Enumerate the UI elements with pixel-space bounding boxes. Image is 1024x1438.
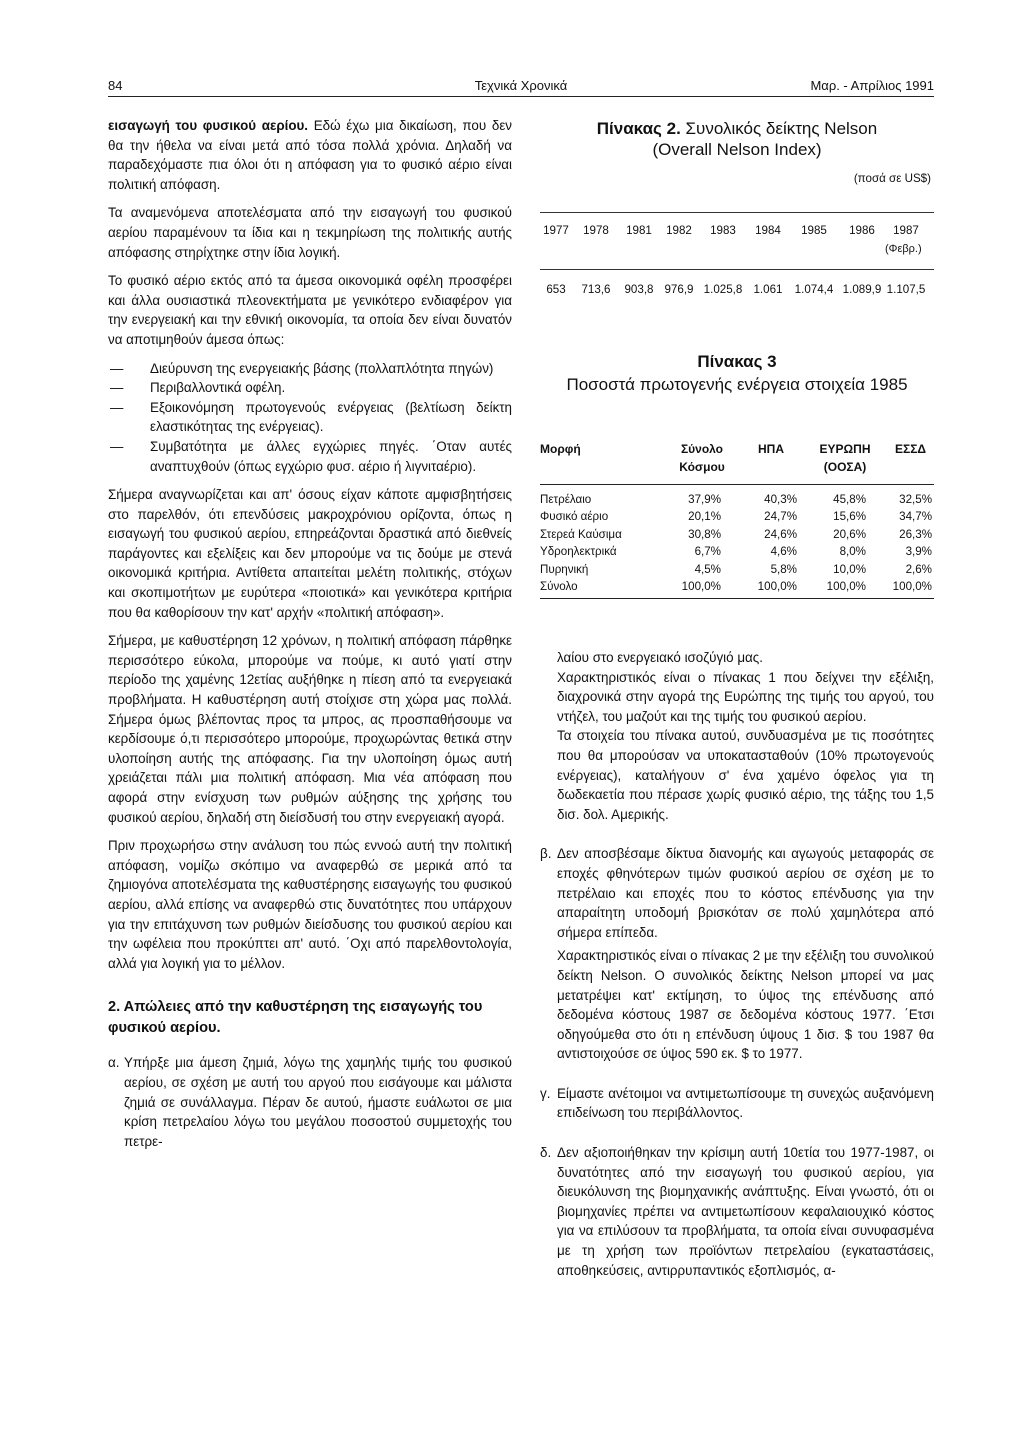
year-note: (Φεβρ.) [885,243,922,255]
cell-europe: 10,0% [833,562,866,576]
paragraph: Σήμερα αναγνωρίζεται και απ' όσους είχαν κάποτε αμφισβητήσεις στο παρελθόν, ότι επενδύσεις μακροχρόνιου ορίζοντα, όπως η εισαγωγή του φυσικού αερίου, επηρεάζονται δραστικά από διεθνείς παράγοντες και εξελίξεις και δεν μπορούμε να τις δούμε με στενά οικονομικά κριτήρια. Αντίθετα απαιτείται μελέτη πολιτικής, στόχων και σκοπιμοτήτων με ευρύτερα «ποιοτικά» και γενικότερα κριτήρια που θα καθορίσουν την κατ' αρχήν «πολιτική απόφαση». [108,487,512,620]
cell-world: 100,0% [681,579,721,593]
value-cell: 653 [546,283,566,296]
cell-ussr: 32,5% [899,493,932,506]
table2-unit: (ποσά σε US$) [853,172,931,185]
cell-world: 20,1% [688,510,721,524]
paragraph: Πριν προχωρήσω στην ανάλυση του πώς εννοώ αυτή την πολιτική απόφαση, νομίζω σκόπιμο να αναφερθώ σε μερικά από τα ζημιογόνα αποτελέσματα της καθυστέρησης εισαγωγής του φυσικού αερίου, αλλά επίσης να αναφερθώ στις δυνατότητες που υπάρχουν για την επιτάχυνση των ρυθμών διείσδυσης του φυσικού αερίου και την ωφέλεια που προκύπτει απ' αυτό. ΄Οχι από παρελθοντολογία, αλλά για λογική για το μέλλον. [108,838,512,971]
row-label: Στερεά Καύσιμα [540,527,622,541]
cell-world: 6,7% [694,545,721,559]
cell-europe: 100,0% [826,579,866,593]
item-label: γ. [540,1085,551,1101]
section-heading: 2. Απώλειες από την καθυστέρηση της εισαγωγής του φυσικού αερίου. [108,999,483,1037]
table-row [540,578,934,595]
value-cell: 1.074,4 [794,283,834,296]
list-item-d [540,1143,934,1280]
value-cell: 976,9 [664,283,694,296]
paragraph: Χαρακτηριστικός είναι ο πίνακας 1 που δείχνει την εξέλιξη, διαχρονικά στην αγορά της Ευρώπης της τιμής του αργού, του ντήζελ, του μαζούτ και της τιμής του φυσικού αερίου. [557,669,934,724]
year-cell: 1983 [710,224,736,237]
page-number: 84 [108,78,123,93]
year-cell: 1982 [666,224,692,237]
cell-usa: 24,7% [764,510,797,524]
paragraph-text: Εδώ έχω μια δικαίωση, που δεν θα την ήθελα να είναι μετά από τόσα πολλά χρόνια. Δηλαδή να παραδεχόμαστε πια όλοι ότι η απόφαση για το φυσικό αέριο είναι πολιτική απόφαση. [108,118,512,192]
value-cell: 713,6 [581,283,611,296]
table-row [540,526,934,543]
year-cell: 1986 [849,224,875,237]
header-usa: ΗΠΑ [758,442,784,456]
cell-world: 37,9% [688,493,721,506]
value-cell: 903,8 [624,283,654,296]
table2-mid-rule [540,269,934,270]
cell-europe: 8,0% [839,545,866,559]
row-label: Πετρέλαιο [540,493,592,506]
header-europe-line2: (ΟΟΣΑ) [823,460,867,474]
cell-usa: 100,0% [757,579,797,593]
table-row [540,508,934,525]
value-cell: 1.025,8 [703,283,743,296]
list-item: — Συμβατότητα με άλλες εγχώριες πηγές. ΄Οταν αυτές αναπτυχθούν (όπως εγχώριο φυσ. αέριο ή λιγνιταέριο). [108,437,512,476]
issue-date: Μαρ. - Απρίλιος 1991 [810,78,934,93]
table-row [540,561,934,578]
item-text: Δεν αποσβέσαμε δίκτυα διανομής και αγωγούς μεταφοράς σε εποχές φθηνότερων τιμών φυσικού αερίου σε σχέση με το πετρέλαιο και εποχές που το κόστος επένδυσης για την απαραίτητη υποδομή βρισκόταν σε πολύ χαμηλότερα από σήμερα επίπεδα. [557,846,934,940]
paragraph: Χαρακτηριστικός είναι ο πίνακας 2 με την εξέλιξη του συνολικού δείκτη Nelson. Ο συνολικός δείκτης Nelson μπορεί να μας μετατρέψει κατ' εκτίμηση, το ύψος της επένδυσης από δεδομένα κόστους 1987 σε δεδομένα κόστους 1977. ΄Ετσι οδηγούμεθα στο ότι η επένδυση ύψους 1 δισ. $ του 1987 θα αντιστοιχούσε σε ύψος 590 εκ. $ το 1977. [557,948,934,1062]
value-cell: 1.107,5 [886,283,926,296]
cell-ussr: 3,9% [905,545,932,559]
table3-subtitle: Ποσοστά πρωτογενής ενέργεια στοιχεία 1985 [566,375,908,394]
year-cell: 1977 [543,224,569,237]
row-label: Σύνολο [540,579,578,593]
table2-name: Συνολικός δείκτης Nelson [680,119,878,138]
table-row [540,543,934,560]
table2-top-rule [540,212,934,213]
cell-europe: 15,6% [833,510,866,524]
item-label: α. [108,1055,120,1071]
table3-title [540,350,934,396]
list-item: — Διεύρυνση της ενεργειακής βάσης (πολλαπλότητα πηγών) [108,359,512,379]
cell-world: 30,8% [688,527,721,541]
year-cell: 1981 [626,224,652,237]
header-europe-line1: ΕΥΡΩΠΗ [819,442,871,456]
item-label: β. [540,846,552,862]
item-text: Δεν αξιοποιήθηκαν την κρίσιμη αυτή 10ετία του 1977-1987, οι δυνατότητες από την εισαγωγή του φυσικού αερίου, για διευκόλυνση της βιομηχανικής ανάπτυξης. Είναι γνωστό, ότι οι βιομηχανίες πρέπει να αντιμετωπίσουν κεφαλαιουχικό κόστος για να επιλύσουν τα προβλήματα, τα οποία είναι συνυφασμένα με τη χρήση των προϊόντων πετρελαίου (εγκαταστάσεις, αποθηκεύσεις, αντιρρυπαντικός εξοπλισμός, α- [557,1145,934,1278]
cell-europe: 45,8% [833,493,866,506]
table3-body [540,491,934,595]
paragraph: Το φυσικό αέριο εκτός από τα άμεσα οικονομικά οφέλη προσφέρει και άλλα ουσιαστικά πλεονεκτήματα με γενικότερο ενδιαφέρον για την ενεργειακή και την εθνική οικονομία, τα οποία δεν είναι δυνατόν να αποτιμηθούν άμεσα όπως: [108,273,512,347]
paragraph: Τα αναμενόμενα αποτελέσματα από την εισαγωγή του φυσικού αερίου παραμένουν τα ίδια και η τεκμηρίωση της πολιτικής αυτής απόφασης στηρίχτηκε στην ίδια λογική. [108,205,512,260]
header-world-line1: Σύνολο [680,442,724,456]
table3 [540,440,934,599]
value-cell: 1.089,9 [842,283,882,296]
table2-year-row [540,224,934,260]
paragraph: Τα στοιχεία του πίνακα αυτού, συνδυασμένα με τις ποσότητες που θα μπορούσαν να υποκατασταθούν (10% πρωτογενούς ενέργειας), καταλήγουν σ' ένα χαμένο όφελος για τη δωδεκαετία που πέρασε χωρίς φυσικό αέριο, της τάξης του 1,5 δισ. δολ. Αμερικής. [557,728,934,822]
value-cell: 1.061 [753,283,783,296]
year-cell: 1984 [755,224,781,237]
item-text: Είμαστε ανέτοιμοι να αντιμετωπίσουμε τη συνεχώς αυξανόμενη επιδείνωση του περιβάλλοντος. [557,1085,934,1121]
table2-subtitle: (Overall Nelson Index) [652,140,822,159]
item-label: δ. [540,1145,552,1161]
benefits-list [108,359,512,477]
table-row [540,491,934,508]
table3-bottom-rule [540,598,934,599]
cell-usa: 5,8% [770,562,797,576]
header-europe [813,440,877,476]
header-form: Μορφή [540,442,581,456]
cell-europe: 20,6% [833,527,866,541]
cell-usa: 4,6% [770,545,797,559]
cell-ussr: 2,6% [905,562,932,576]
list-item: — Εξοικονόμηση πρωτογενούς ενέργειας (βελτίωση δείκτη ελαστικότητας της ενέργειας). [108,398,512,437]
table3-header-rule [540,484,934,485]
bold-lead: εισαγωγή του φυσικού αερίου. [108,118,309,133]
page-header [108,76,934,97]
list-item-c [540,1084,934,1123]
cell-ussr: 26,3% [899,527,932,541]
item-text: Υπήρξε μια άμεση ζημιά, λόγω της χαμηλής τιμής του φυσικού αερίου, σε σχέση με αυτή του αργού που εισάγουμε και μάλιστα ζημιά σε συνάλλαγμα. Πέραν δε αυτού, ήμαστε ευάλωτοι σε μια κρίση πετρελαίου λόγω του μεγάλου ποσοστού συμμετοχής του πετρε- [124,1055,512,1149]
list-item-b [540,844,934,942]
left-column [108,116,512,1160]
cell-usa: 40,3% [764,493,797,506]
paragraph: λαίου στο ενεργειακό ισοζύγιό μας. [557,650,763,665]
table2-number: Πίνακας 2. [596,119,681,138]
table2-value-row [540,283,934,299]
table3-header [540,440,934,480]
header-ussr: ΕΣΣΔ [895,442,927,456]
cell-ussr: 100,0% [892,579,932,593]
row-label: Πυρηνική [540,562,589,576]
cell-usa: 24,6% [764,527,797,541]
year-cell: 1985 [801,224,827,237]
cell-world: 4,5% [694,562,721,576]
year-cell: 1987 [893,224,919,237]
list-item-a [108,1053,512,1151]
right-column [540,648,934,1289]
journal-title: Τεχνικά Χρονικά [474,78,568,93]
table3-number: Πίνακας 3 [697,352,777,371]
header-world [672,440,732,476]
header-world-line2: Κόσμου [679,460,725,474]
paragraph [108,116,512,194]
year-cell: 1978 [583,224,609,237]
cell-ussr: 34,7% [899,510,932,524]
row-label: Υδροηλεκτρικά [540,545,617,559]
list-item: — Περιβαλλοντικά οφέλη. [108,378,512,398]
table2-title [540,118,934,160]
row-label: Φυσικό αέριο [540,510,609,524]
paragraph: Σήμερα, με καθυστέρηση 12 χρόνων, η πολιτική απόφαση πάρθηκε περισσότερο εύκολα, μπορούμε να πούμε, κι αυτό γιατί στην περίοδο της χαμένης 12ετίας αυξήθηκε η πίεση από τα ενεργειακά προβλήματα. Η καθυστέρηση αυτή στοίχισε στη χώρα μας πολλά. Σήμερα όμως βλέποντας προς τα μπρος, ας προσπαθήσουμε να κερδίσουμε ό,τι περισσότερο μπορούμε, προχωρώντας θετικά στην υλοποίηση αυτής της απόφασης. Για την υλοποίηση όμως αυτή χρειάζεται πάλι μια πολιτική απόφαση. Μια νέα απόφαση που αφορά στην ενίσχυση των ρυθμών αύξησης της χρήσης του φυσικού αερίου, δηλαδή στη διείσδυσή του στην ενεργειακή αγορά. [108,633,512,825]
